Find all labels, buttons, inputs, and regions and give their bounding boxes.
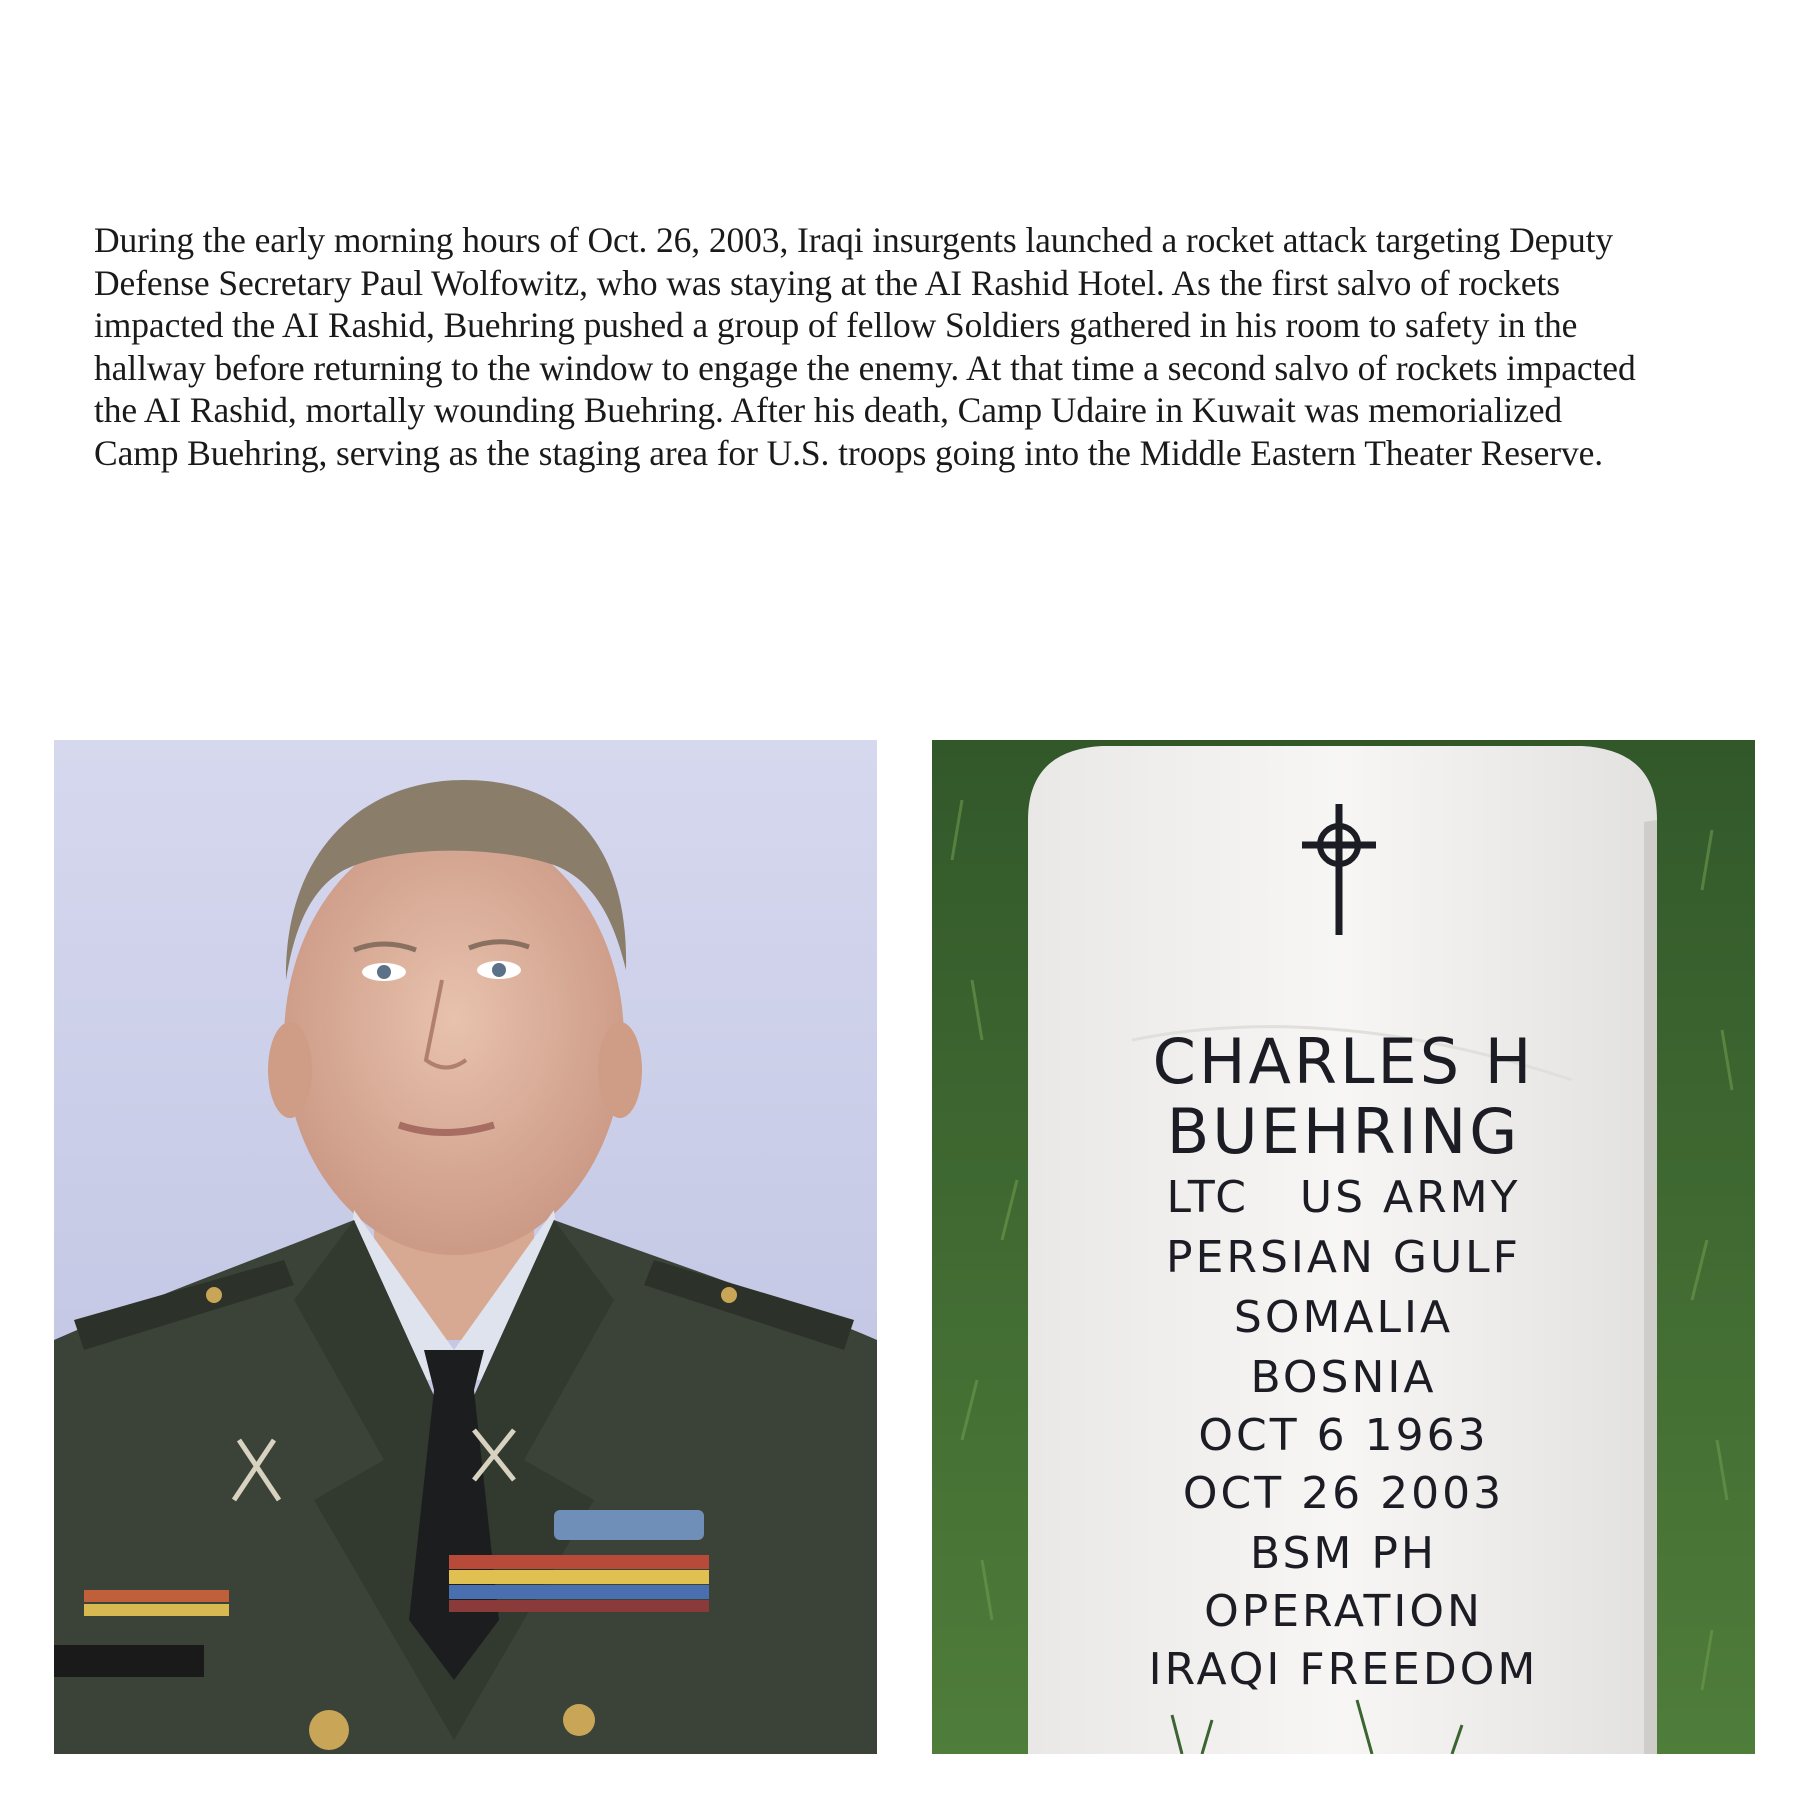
caption-line: impacted the AI Rashid, Buehring pushed a group of fellow Soldiers gathered in his room to safety in the <box>94 305 1578 345</box>
headstone-birth-date: OCT 6 1963 <box>1198 1410 1489 1461</box>
headstone-war1: PERSIAN GULF <box>1166 1232 1521 1283</box>
headstone-operation-name: IRAQI FREEDOM <box>1148 1644 1539 1695</box>
caption-line: hallway before returning to the window to engage the enemy. At that time a second salvo of rockets impacted <box>94 347 1636 388</box>
caption-line: the AI Rashid, mortally wounding Buehring. After his death, Camp Udaire in Kuwait was memorialized <box>94 390 1563 430</box>
portrait-illustration <box>54 740 877 1754</box>
headstone-awards: BSM PH <box>1250 1528 1437 1579</box>
headstone-name-line1: CHARLES H <box>1152 1025 1535 1098</box>
headstone-operation: OPERATION <box>1204 1586 1483 1637</box>
portrait-photo <box>54 740 877 1754</box>
headstone-war3: BOSNIA <box>1250 1352 1437 1403</box>
caption-line: Camp Buehring, serving as the staging area for U.S. troops going into the Middle Eastern Theater Reserve. <box>94 432 1604 473</box>
headstone-war2: SOMALIA <box>1233 1292 1454 1343</box>
headstone-death-date: OCT 26 2003 <box>1182 1468 1505 1519</box>
caption-line: During the early morning hours of Oct. 26, 2003, Iraqi insurgents launched a rocket attack targeting Deputy <box>94 220 1614 260</box>
caption-paragraph <box>94 219 1754 474</box>
headstone-rank: LTC US ARMY <box>1166 1172 1521 1223</box>
headstone-photo <box>932 740 1755 1754</box>
caption-line: Defense Secretary Paul Wolfowitz, who was staying at the AI Rashid Hotel. As the first salvo of rockets <box>94 262 1561 303</box>
headstone-name-line2: BUEHRING <box>1166 1095 1521 1168</box>
